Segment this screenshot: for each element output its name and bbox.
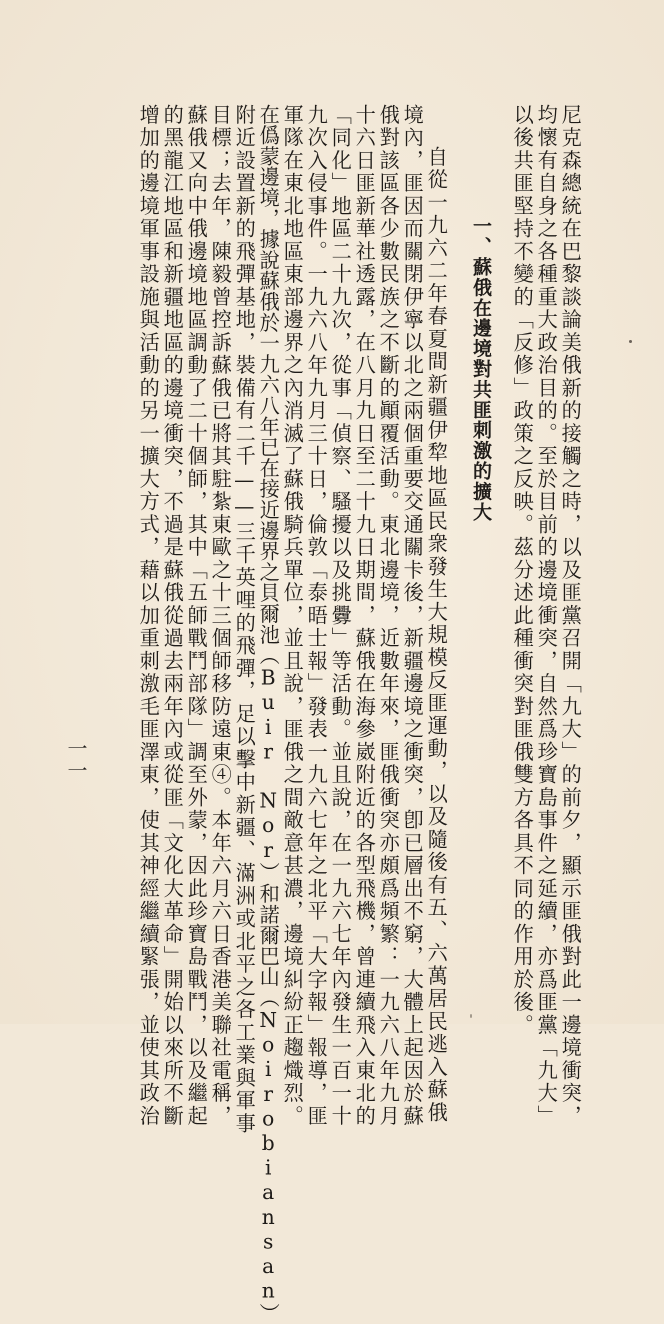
text-line: 十六日匪新華社透露，在八月九日至二十九日期間，蘇俄在海參崴附近的各型飛機，曾連續飛入東北的 (352, 104, 377, 1128)
text-line: 九次入侵事件。一九六八年九月三十日，倫敦「泰晤士報」發表一九六七年之北平「大字報」報導，匪 (304, 104, 329, 1128)
text-line: 俄對該區各少數民族之不斷的顚覆活動。東北邊境，近數年來，匪俄衝突亦頗爲頻繁：一九六八年九月 (376, 104, 401, 1128)
text-line: 自從一九六二年春夏間新疆伊犂地區民衆發生大規模反匪運動，以及隨後有五、六萬居民逃入蘇俄 (424, 146, 449, 1125)
paper-speck (629, 340, 632, 343)
text-line: 目標；去年，陳毅曾控訴蘇俄已將其駐紮東歐之十三個師移防遠東④。本年六月六日香港美聯社電稱， (208, 104, 233, 1128)
text-line: 均懷有自身之各種重大政治目的。至於目前的邊境衝突，自然爲珍寶島事件之延續，亦爲匪黨「九大」 (534, 104, 559, 1128)
text-line: 軍隊在東北地區東部邊界之內消滅了蘇俄騎兵單位，並且說，匪俄之間敵意甚濃，邊境糾紛正趨熾烈。 (280, 104, 305, 1128)
text-line: 附近設置新的飛彈基地，裝備有二千——三千英哩的飛彈，足以擊中新疆、滿洲或北平之各工業與軍事 (232, 104, 257, 1136)
text-line: 境內，匪因而關閉伊寧以北之兩個重要交通關卡後，新疆邊境之衝突，卽已層出不窮，大體上起因於蘇 (400, 104, 425, 1128)
text-line: 「同化」地區二十九次，從事「偵察、騷擾以及挑釁」等活動。並且說，在一九六七年內發生一百一十 (328, 104, 353, 1128)
section-heading: 一、蘇俄在邊境對共匪刺激的擴大 (470, 216, 492, 522)
text-line: 的黑龍江地區和新疆地區的邊境衝突，不過是蘇俄從過去兩年內或從匪「文化大革命」開始以來所不斷 (160, 104, 185, 1128)
text-line: 尼克森總統在巴黎談論美俄新的接觸之時，以及匪黨召開「九大」的前夕，顯示匪俄對此一邊境衝突， (558, 104, 583, 1128)
text-line: 增加的邊境軍事設施與活動的另一擴大方式，藉以加重刺激毛匪澤東，使其神經繼續緊張，並使其政治 (136, 104, 161, 1128)
text-line: 蘇俄又向中俄邊境地區調動了二十個師，其中「五師戰鬥部隊」調至外蒙，因此珍寶島戰鬥，以及繼起 (184, 104, 209, 1128)
paper-speck (470, 1014, 472, 1018)
page-number: 一一 (64, 738, 88, 782)
text-line: 以後共匪堅持不變的「反修」政策之反映。茲分述此種衝突對匪俄雙方各具不同的作用於後。 (510, 104, 535, 1037)
text-line: 在僞蒙邊境，據說蘇俄於一九六八年已在接近邊界之貝爾池（Buir Nor）和諾爾巴山（Noirobiansan） (256, 104, 281, 1324)
